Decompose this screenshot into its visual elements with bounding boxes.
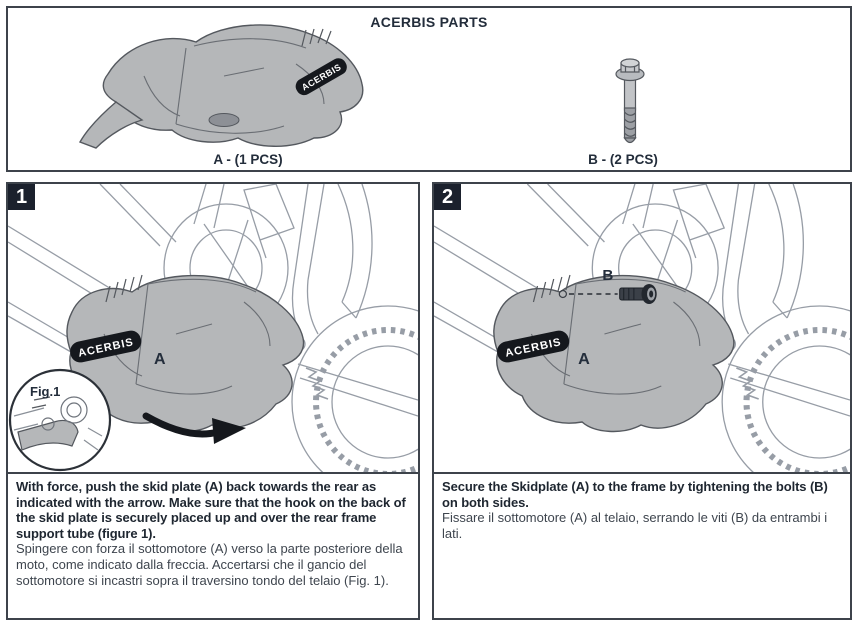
- fig1-label: Fig.1: [30, 384, 61, 399]
- fig1-inset: [10, 370, 110, 470]
- parts-box: [6, 6, 852, 172]
- step-1-panel: [6, 182, 420, 620]
- step-1-drawing: [8, 184, 418, 472]
- step-2-drawing: [434, 184, 850, 472]
- step-2-text-it: Fissare il sottomotore (A) al telaio, serrando le viti (B) da entrambi i lati.: [442, 510, 828, 541]
- step-1-instructions: [8, 472, 418, 618]
- step-2-panel: [432, 182, 852, 620]
- skid-plate-part-drawing: [74, 16, 374, 156]
- svg-text:ACERBIS: ACERBIS: [504, 336, 563, 360]
- step-1-text-it: Spingere con forza il sottomotore (A) verso la parte posteriore della moto, come indicato dalla freccia. Accertarsi che il gancio del sottomotore si incastri sopra il traversino tondo del telaio (Fig. 1).: [16, 541, 403, 588]
- part-a-marker: A: [154, 351, 166, 368]
- step-1-text-en: With force, push the skid plate (A) back towards the rear as indicated with the arrow. Make sure that the hook on the back of the skid plate is securely placed up and over the rear frame support tube (figure 1).: [16, 479, 406, 541]
- bolt-part-drawing: [600, 56, 660, 152]
- step-2-number: 2: [434, 184, 461, 210]
- parts-box-title: ACERBIS PARTS: [370, 14, 488, 30]
- plate-mount-hole: [209, 114, 239, 127]
- step-2-instructions: [434, 472, 850, 618]
- svg-text:ACERBIS: ACERBIS: [77, 336, 135, 360]
- part-a-marker: A: [578, 350, 590, 368]
- part-b-label: B - (2 PCS): [588, 152, 658, 167]
- step-2-text-en: Secure the Skidplate (A) to the frame by tightening the bolts (B) on both sides.: [442, 479, 828, 510]
- svg-text:ACERBIS: ACERBIS: [299, 61, 344, 93]
- step-2-illustration: [434, 184, 850, 472]
- step-1-illustration: [8, 184, 418, 472]
- part-b-marker: B: [602, 267, 614, 284]
- part-a-label: A - (1 PCS): [213, 152, 283, 167]
- skid-plate-drawing: [494, 275, 734, 431]
- step-1-number: 1: [8, 184, 35, 210]
